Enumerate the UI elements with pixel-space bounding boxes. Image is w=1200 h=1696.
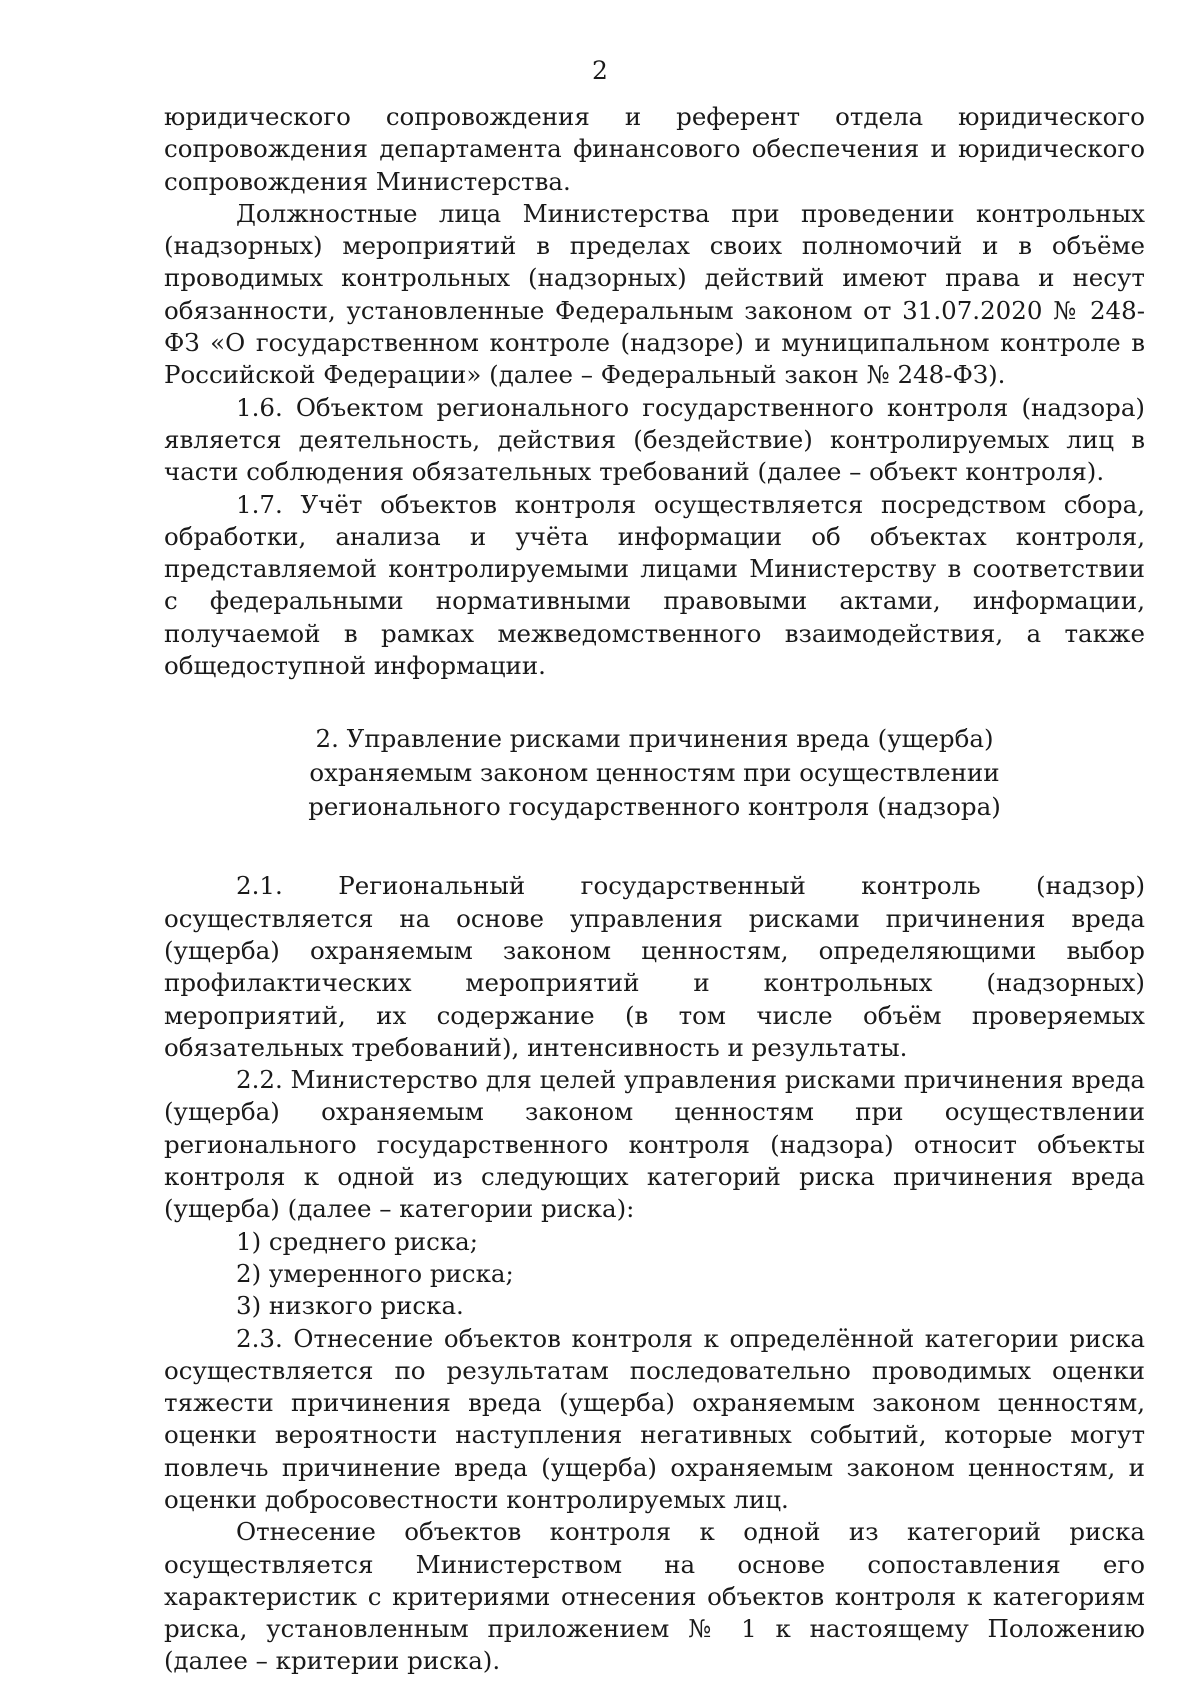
risk-item: 3) низкого риска. — [236, 1291, 464, 1321]
paragraph-1-7: 1.7. Учёт объектов контроля осуществляется посредством сбора, обработки, анализа и учёта информации об объектах контроля, представляемой контролируемыми лицами Министерству в соответствии с федеральными нормативными правовыми актами, информации, получаемой в рамках межведомственного взаимодействия, а также общедоступной информации. — [164, 489, 1145, 681]
document-body — [164, 101, 1145, 1678]
paragraph-2-1: 2.1. Региональный государственный контроль (надзор) осуществляется на основе управления рисками причинения вреда (ущерба) охраняемым законом ценностям, определяющими выбор профилактических мероприятий и контрольных (надзорных) мероприятий, их содержание (в том числе объём проверяемых обязательных требований), интенсивность и результаты. — [164, 871, 1145, 1062]
risk-item: 2) умеренного риска; — [236, 1258, 514, 1288]
page-number: 2 — [592, 56, 608, 85]
section-2-heading — [164, 722, 1145, 824]
section-heading-line-3: регионального государственного контроля (надзора) — [308, 792, 1001, 822]
paragraph-2-3-continued: Отнесение объектов контроля к одной из категорий риска осуществляется Министерством на основе сопоставления его характеристик с критериями отнесения объектов контроля к категориям риска, установленным приложением № 1 к настоящему Положению (далее – критерии риска). — [164, 1517, 1145, 1676]
paragraph-2-2: 2.2. Министерство для целей управления рисками причинения вреда (ущерба) охраняемым законом ценностям при осуществлении регионального государственного контроля (надзора) относит объекты контроля к одной из следующих категорий риска причинения вреда (ущерба) (далее – категории риска): — [164, 1065, 1145, 1224]
risk-item: 1) среднего риска; — [236, 1226, 479, 1256]
paragraph-1-6: 1.6. Объектом регионального государственного контроля (надзора) является деятельность, действия (бездействие) контролируемых лиц в части соблюдения обязательных требований (далее – объект контроля). — [164, 392, 1145, 487]
paragraph-2-3: 2.3. Отнесение объектов контроля к определённой категории риска осуществляется по результатам последовательно проводимых оценки тяжести причинения вреда (ущерба) охраняемым законом ценностям, оценки вероятности наступления негативных событий, которые могут повлечь причинение вреда (ущерба) охраняемым законом ценностям, и оценки добросовестности контролируемых лиц. — [164, 1323, 1145, 1514]
paragraph-continuation: юридического сопровождения и референт отдела юридического сопровождения департамента финансового обеспечения и юридического сопровождения Министерства. — [164, 102, 1145, 196]
section-heading-line-1: 2. Управление рисками причинения вреда (ущерба) — [315, 724, 994, 754]
section-heading-line-2: охраняемым законом ценностям при осуществлении — [309, 758, 1000, 788]
paragraph-officials: Должностные лица Министерства при проведении контрольных (надзорных) мероприятий в пределах своих полномочий и в объёме проводимых контрольных (надзорных) действий имеют права и несут обязанности, установленные Федеральным законом от 31.07.2020 № 248-ФЗ «О государственном контроле (надзоре) и муниципальном контроле в Российской Федерации» (далее – Федеральный закон № 248-ФЗ). — [164, 198, 1145, 390]
